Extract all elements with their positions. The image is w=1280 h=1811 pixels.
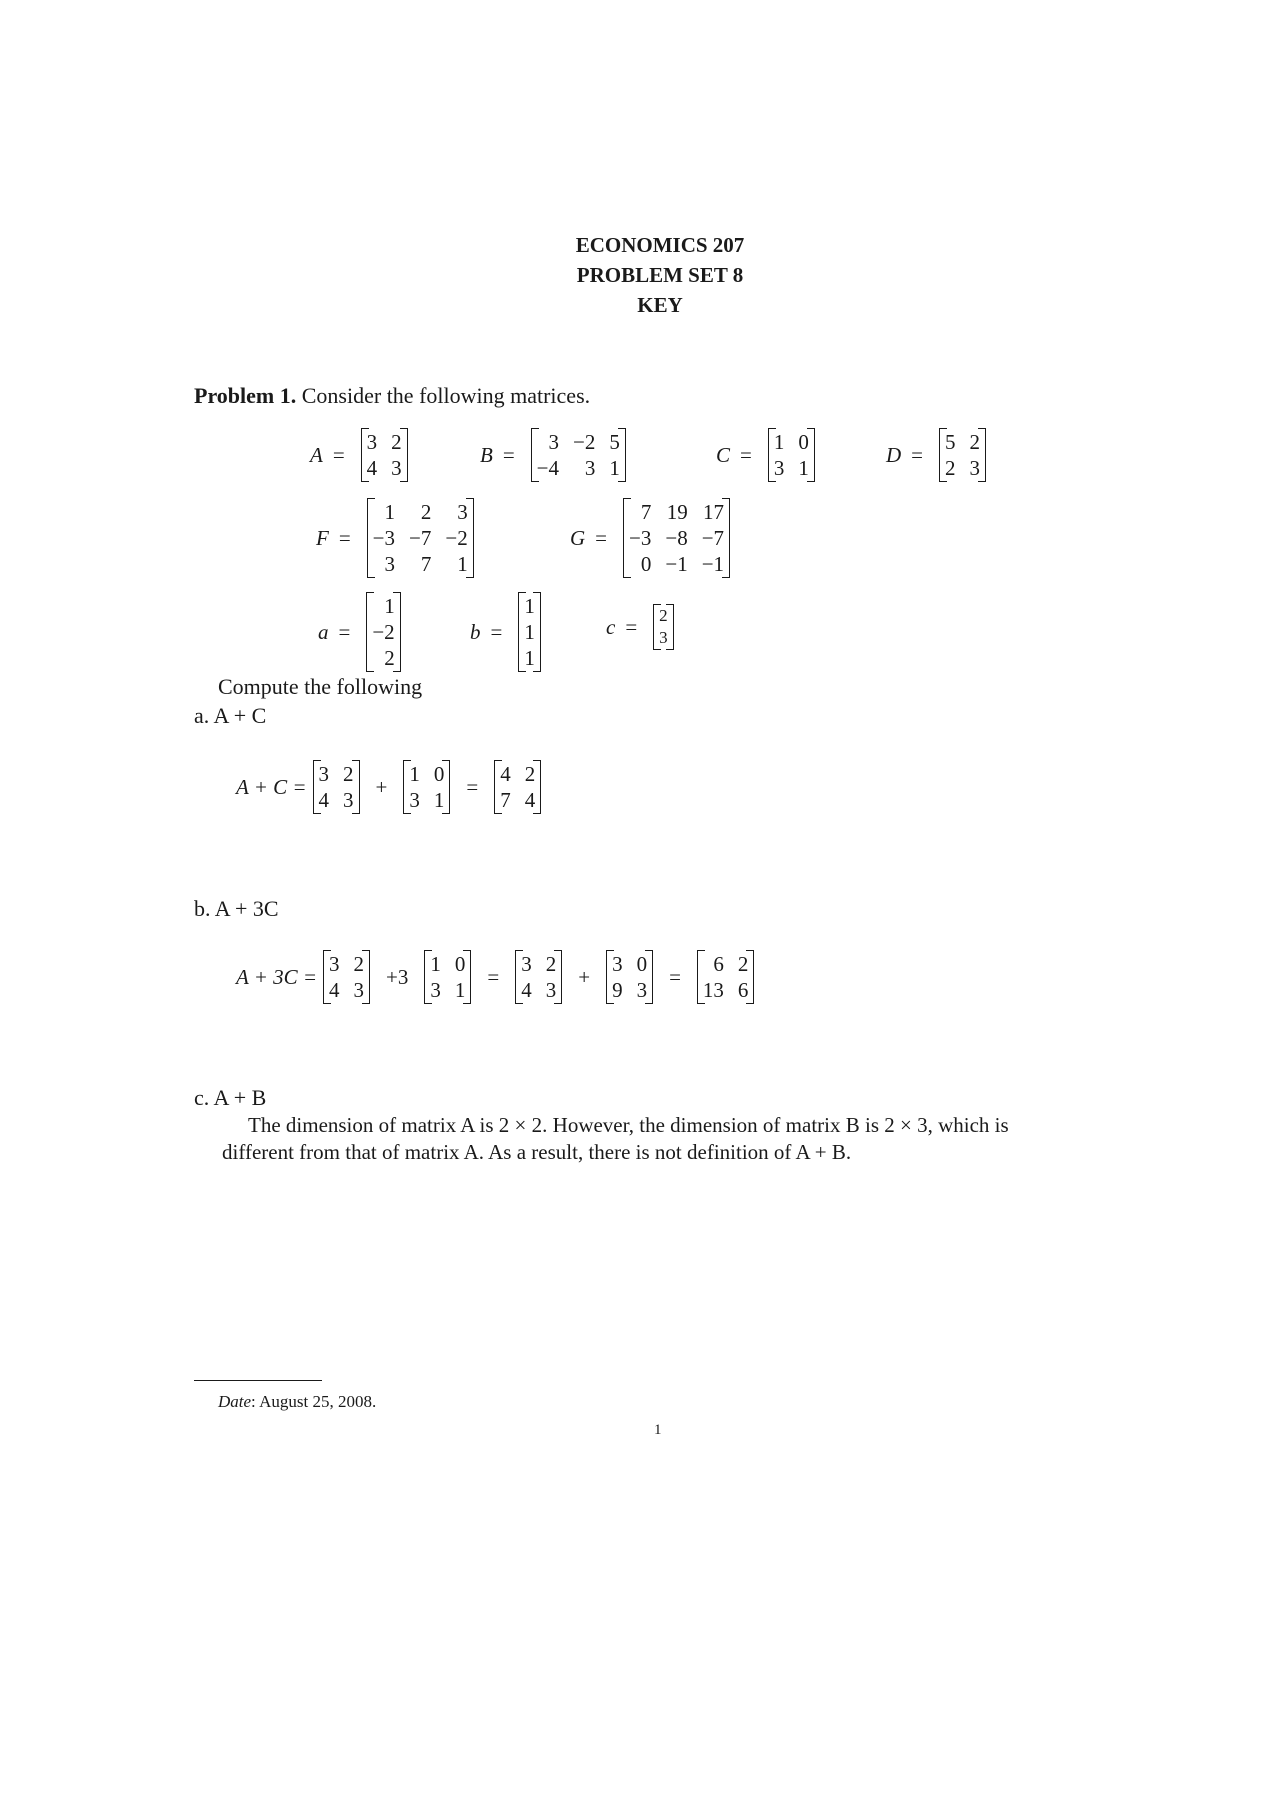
bracket-left [769, 428, 776, 482]
bracket-right [463, 950, 470, 1004]
equals-sign: = [338, 525, 351, 550]
matrix-entry: 1 [384, 594, 395, 618]
page-number: 1 [654, 1422, 662, 1438]
matrix-entry: −7 [409, 526, 432, 550]
vector-def-c [606, 604, 680, 650]
equals-sign: = [911, 442, 924, 467]
equation-lhs: A + C = [236, 774, 307, 799]
matrix [403, 760, 450, 814]
matrix-name: D [886, 442, 902, 467]
matrix-def-C [716, 428, 821, 482]
matrix-entry: −2 [372, 620, 395, 644]
matrix-entry: 2 [945, 456, 956, 480]
matrix-entry: 1 [798, 456, 809, 480]
part-b-equation [236, 950, 760, 1004]
matrix-entry: 1 [524, 646, 535, 670]
footnote [218, 1392, 376, 1412]
bracket-right [400, 428, 407, 482]
matrix [606, 950, 653, 1004]
plus-sign: + [375, 774, 388, 799]
bracket-right [554, 950, 561, 1004]
bracket-left [367, 592, 374, 672]
part-b-label: b. A + 3C [194, 896, 279, 921]
bracket-right [746, 950, 753, 1004]
equals-sign: = [595, 525, 608, 550]
matrix-entry: 3 [329, 952, 340, 976]
header-line-2: PROBLEM SET 8 [576, 263, 744, 287]
matrix-entry: 1 [454, 978, 466, 1002]
matrix-entry: 2 [391, 430, 402, 454]
matrix [367, 498, 474, 578]
matrix-def-D [886, 428, 992, 482]
problem-statement [194, 382, 590, 410]
bracket-right [807, 428, 814, 482]
vector [366, 592, 400, 672]
matrix-entry: 1 [773, 430, 785, 454]
matrix-entry: 2 [420, 500, 432, 524]
equals-sign: = [625, 614, 638, 639]
bracket-right [978, 428, 985, 482]
part-c-label: c. A + B [194, 1085, 267, 1110]
matrix-entry: 3 [366, 430, 378, 454]
matrix-entry: 3 [318, 762, 330, 786]
matrix-entry: 1 [430, 952, 441, 976]
matrix-entry: 0 [640, 552, 652, 576]
matrix-entry: 2 [343, 762, 354, 786]
part-c-line-2: different from that of matrix A. As a result, there is not definition of A + B. [222, 1140, 852, 1164]
matrix-entry: 4 [524, 788, 536, 812]
bracket-left [495, 760, 502, 814]
matrix-entry: −2 [573, 430, 596, 454]
matrix-name: G [570, 525, 586, 550]
matrix-entry: 3 [353, 978, 365, 1002]
matrix-entry: 9 [612, 978, 623, 1002]
bracket-left [516, 950, 523, 1004]
bracket-right [618, 428, 625, 482]
matrix-entry: 3 [384, 552, 396, 576]
matrix-entry: 1 [609, 456, 620, 480]
matrix-entry: 17 [703, 500, 725, 524]
bracket-right [466, 498, 473, 578]
compute-instruction: Compute the following [218, 674, 423, 699]
matrix-entry: 3 [584, 456, 596, 480]
bracket-right [352, 760, 359, 814]
matrix-entry: 1 [384, 500, 396, 524]
matrix [313, 760, 360, 814]
vector-def-a [318, 592, 407, 672]
problem-text: Consider the following matrices. [301, 383, 591, 408]
matrix-entry: 7 [420, 552, 432, 576]
footnote-text: : August 25, 2008. [251, 1392, 377, 1411]
vector-name: b [470, 619, 481, 644]
bracket-right [442, 760, 449, 814]
matrix-entry: 6 [737, 978, 749, 1002]
equals-sign: = [502, 442, 515, 467]
bracket-left [698, 950, 705, 1004]
equals-sign: = [332, 442, 345, 467]
matrix-entry: 13 [702, 978, 724, 1002]
matrix-entry: 2 [384, 646, 395, 670]
matrix-entry: 2 [524, 762, 536, 786]
matrix-entry: 3 [969, 456, 981, 480]
matrix-entry: 3 [521, 952, 532, 976]
matrix [323, 950, 370, 1004]
matrix [515, 950, 562, 1004]
matrix-name: A [310, 442, 323, 467]
matrix-entry: 3 [548, 430, 560, 454]
bracket-left [940, 428, 947, 482]
matrix-entry: −1 [665, 552, 688, 576]
equals-sign: = [487, 964, 500, 989]
matrix [623, 498, 730, 578]
matrix [424, 950, 471, 1004]
matrix-entry: 3 [659, 628, 668, 647]
part-a-label: a. A + C [194, 703, 267, 728]
matrix-entry: 1 [524, 594, 535, 618]
bracket-right [645, 950, 652, 1004]
matrix-entry: 5 [945, 430, 956, 454]
equation-lhs: A + 3C = [236, 964, 318, 989]
matrix-entry: 2 [545, 952, 557, 976]
matrix-entry: −8 [665, 526, 688, 550]
matrix-entry: 19 [666, 500, 688, 524]
matrix-entry: 3 [430, 978, 441, 1002]
footnote-rule [194, 1380, 322, 1381]
matrix-entry: 1 [524, 620, 535, 644]
matrix-entry: 4 [329, 978, 340, 1002]
vector [653, 604, 674, 650]
matrix-entry: 3 [391, 456, 402, 480]
vector-name: a [318, 619, 329, 644]
matrix [768, 428, 815, 482]
bracket-left [368, 498, 375, 578]
matrix-entry: −4 [536, 456, 560, 480]
header-line-3: KEY [637, 293, 683, 317]
bracket-right [666, 604, 673, 650]
bracket-right [393, 592, 400, 672]
vector-name: c [606, 614, 616, 639]
bracket-right [362, 950, 369, 1004]
scalar-multiplier: +3 [386, 964, 409, 989]
matrix-entry: 3 [457, 500, 468, 524]
matrix-entry: 7 [500, 788, 511, 812]
equals-sign: = [490, 619, 503, 644]
bracket-left [404, 760, 411, 814]
bracket-left [314, 760, 321, 814]
bracket-left [362, 428, 369, 482]
matrix-entry: 0 [454, 952, 466, 976]
bracket-left [519, 592, 526, 672]
bracket-left [624, 498, 631, 578]
matrix-entry: 0 [433, 762, 445, 786]
matrix-def-G [570, 498, 736, 578]
matrix-entry: 1 [457, 552, 468, 576]
matrix-entry: −3 [629, 526, 652, 550]
bracket-left [607, 950, 614, 1004]
bracket-right [533, 760, 540, 814]
matrix-entry: 2 [353, 952, 365, 976]
matrix-entry: 5 [609, 430, 620, 454]
matrix-entry: 3 [343, 788, 354, 812]
matrix-entry: −7 [701, 526, 725, 550]
vector-def-b [470, 592, 547, 672]
matrix [361, 428, 408, 482]
matrix-entry: −3 [372, 526, 396, 550]
matrix-entry: 2 [969, 430, 981, 454]
matrix-entry: −1 [701, 552, 725, 576]
matrix [531, 428, 626, 482]
equals-sign: = [669, 964, 681, 989]
matrix-def-B [480, 428, 632, 482]
bracket-left [324, 950, 331, 1004]
matrix-entry: 1 [409, 762, 420, 786]
equals-sign: = [338, 619, 351, 644]
bracket-right [533, 592, 540, 672]
matrix-name: B [480, 442, 493, 467]
equals-sign: = [466, 774, 479, 799]
matrix-def-F [316, 498, 480, 578]
header-line-1: ECONOMICS 207 [575, 233, 745, 257]
matrix-entry: 0 [636, 952, 648, 976]
equals-sign: = [740, 442, 752, 467]
result-matrix [494, 760, 541, 814]
part-a-equation [236, 760, 547, 814]
matrix-name: C [716, 442, 731, 467]
matrix-entry: 3 [409, 788, 420, 812]
matrix-def-A [310, 428, 414, 482]
plus-sign: + [578, 964, 591, 989]
footnote-label: Date [218, 1392, 252, 1411]
result-matrix [697, 950, 755, 1004]
matrix-entry: 6 [713, 952, 724, 976]
bracket-right [722, 498, 729, 578]
matrix [939, 428, 986, 482]
matrix-entry: 1 [433, 788, 445, 812]
matrix-entry: 7 [640, 500, 652, 524]
bracket-left [532, 428, 539, 482]
matrix-entry: 3 [612, 952, 623, 976]
vector [518, 592, 541, 672]
matrix-entry: 2 [737, 952, 749, 976]
matrix-entry: 3 [545, 978, 557, 1002]
matrix-entry: 3 [636, 978, 648, 1002]
matrix-entry: −2 [445, 526, 468, 550]
part-c-line-1: The dimension of matrix A is 2 × 2. However, the dimension of matrix B is 2 × 3, which is [248, 1113, 1009, 1137]
matrix-entry: 4 [366, 456, 378, 480]
matrix-name: F [316, 525, 329, 550]
bracket-left [425, 950, 432, 1004]
matrix-entry: 3 [773, 456, 785, 480]
matrix-entry: 4 [318, 788, 330, 812]
matrix-entry: 0 [798, 430, 809, 454]
problem-label: Problem 1. [194, 383, 297, 408]
bracket-left [654, 604, 661, 650]
matrix-entry: 2 [659, 606, 668, 625]
matrix-entry: 4 [500, 762, 511, 786]
matrix-entry: 4 [521, 978, 532, 1002]
